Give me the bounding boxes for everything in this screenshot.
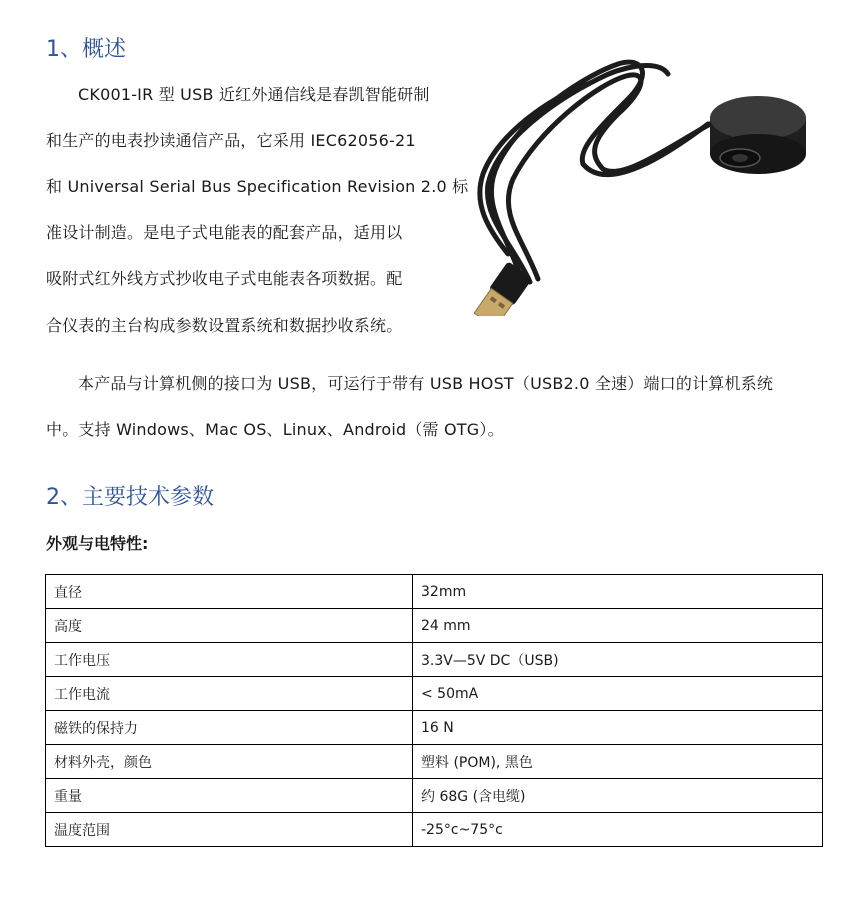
specs-subtitle: 外观与电特性: (46, 534, 149, 553)
table-row (46, 609, 823, 643)
spec-key: 工作电流 (46, 677, 413, 711)
spec-key: 温度范围 (46, 813, 413, 847)
spec-key: 重量 (46, 779, 413, 813)
table-row (46, 745, 823, 779)
overview-line-2: 和生产的电表抄读通信产品，它采用 IEC62056-21 (46, 131, 416, 150)
spec-key: 直径 (46, 575, 413, 609)
table-row (46, 643, 823, 677)
table-row (46, 575, 823, 609)
spec-value: 32mm (413, 575, 823, 609)
spec-value: 16 N (413, 711, 823, 745)
product-photo (468, 54, 808, 316)
para2-line-1: 本产品与计算机侧的接口为 USB，可运行于带有 USB HOST（USB2.0 全速）端口的计算机系统 (78, 374, 774, 393)
spec-value: 约 68G (含电缆) (413, 779, 823, 813)
spec-key: 高度 (46, 609, 413, 643)
spec-value: 24 mm (413, 609, 823, 643)
overview-line-3: 和 Universal Serial Bus Specification Revision 2.0 标 (46, 177, 469, 196)
spec-value: 3.3V—5V DC（USB) (413, 643, 823, 677)
spec-value: < 50mA (413, 677, 823, 711)
section-title-overview: 1、概述 (46, 37, 126, 62)
section-title-specs: 2、主要技术参数 (46, 485, 214, 510)
table-row (46, 779, 823, 813)
spec-value: 塑料 (POM), 黑色 (413, 745, 823, 779)
spec-value: -25°c~75°c (413, 813, 823, 847)
spec-key: 工作电压 (46, 643, 413, 677)
overview-line-1: CK001-IR 型 USB 近红外通信线是春凯智能研制 (78, 85, 430, 104)
overview-line-6: 合仪表的主台构成参数设置系统和数据抄收系统。 (46, 316, 403, 335)
overview-line-4: 准设计制造。是电子式电能表的配套产品，适用以 (46, 223, 403, 242)
table-row (46, 711, 823, 745)
para2-line-2: 中。支持 Windows、Mac OS、Linux、Android（需 OTG）。 (46, 420, 504, 439)
table-row (46, 813, 823, 847)
spec-key: 磁铁的保持力 (46, 711, 413, 745)
table-row (46, 677, 823, 711)
overview-line-5: 吸附式红外线方式抄收电子式电能表各项数据。配 (46, 269, 403, 288)
specs-table (45, 574, 823, 847)
spec-key: 材料外壳，颜色 (46, 745, 413, 779)
